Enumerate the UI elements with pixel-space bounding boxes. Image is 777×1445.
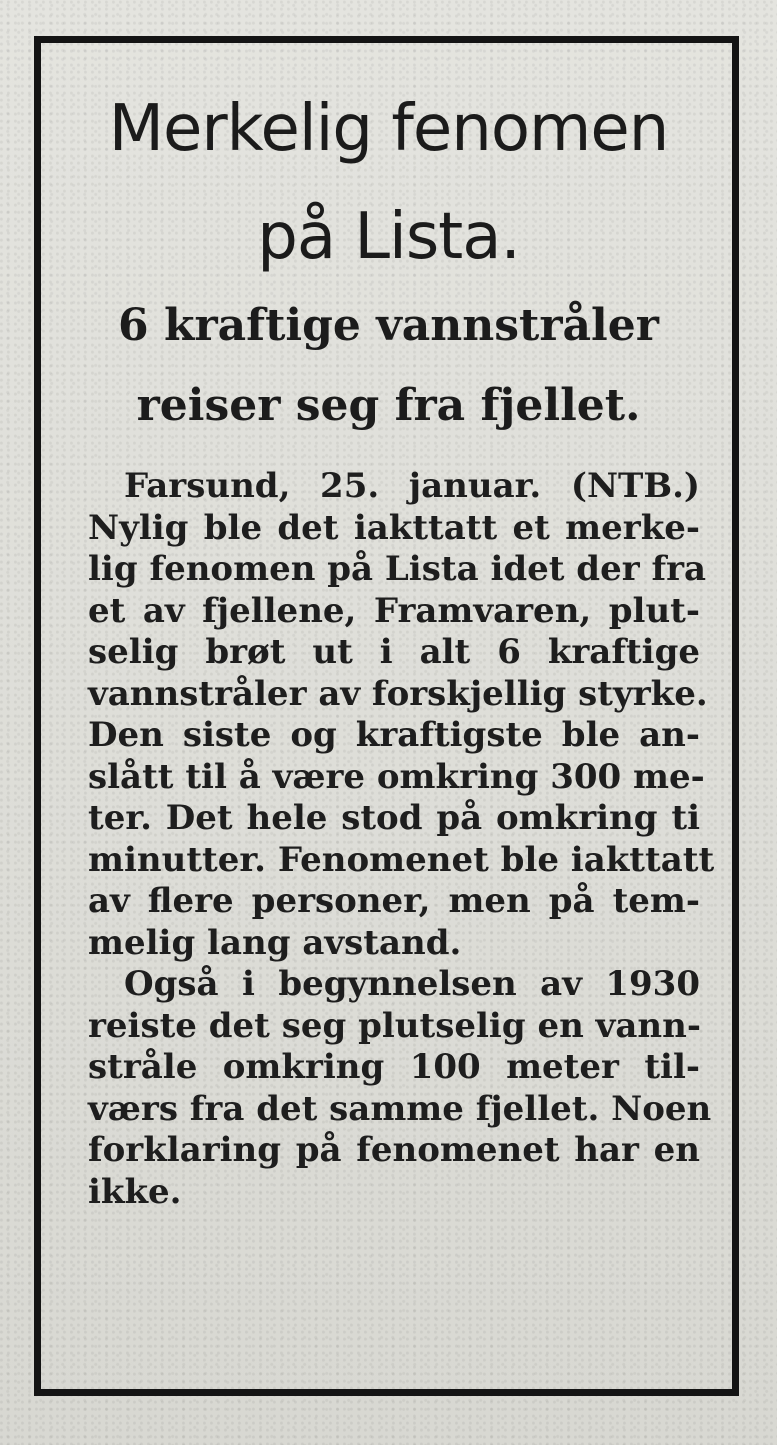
body-line: minutter. Fenomenet ble iakttatt <box>88 839 715 880</box>
body-line: et av fjellene, Framvaren, plut- <box>88 590 700 631</box>
article-body <box>88 466 715 1213</box>
subheadline-line-2: reiser seg fra fjellet. <box>136 380 641 431</box>
body-line: forklaring på fenomenet har en <box>88 1130 700 1170</box>
subheadline-line-1: 6 kraftige vannstråler <box>118 300 659 351</box>
body-line: ter. Det hele stod på omkring ti <box>88 798 700 838</box>
body-line: vannstråler av forskjellig styrke. <box>88 673 708 714</box>
body-line: lig fenomen på Lista idet der fra <box>88 549 707 589</box>
body-line: melig lang avstand. <box>88 922 462 963</box>
body-line: slått til å være omkring 300 me- <box>88 756 705 797</box>
body-line: av flere personer, men på tem- <box>88 881 700 921</box>
body-line: Også i begynnelsen av 1930 <box>124 964 700 1004</box>
body-line: selig brøt ut i alt 6 kraftige <box>88 632 700 672</box>
body-line: Farsund, 25. januar. (NTB.) <box>124 466 700 506</box>
headline-line-2: på Lista. <box>257 200 520 274</box>
body-line: Nylig ble det iakttatt et merke- <box>88 507 700 548</box>
body-line: stråle omkring 100 meter til- <box>88 1047 700 1087</box>
body-line: reiste det seg plutselig en vann- <box>88 1005 701 1046</box>
body-line: Den siste og kraftigste ble an- <box>88 715 700 755</box>
headline-line-1: Merkelig fenomen <box>108 92 669 166</box>
body-line: ikke. <box>88 1171 182 1212</box>
body-line: værs fra det samme fjellet. Noen <box>88 1088 712 1129</box>
